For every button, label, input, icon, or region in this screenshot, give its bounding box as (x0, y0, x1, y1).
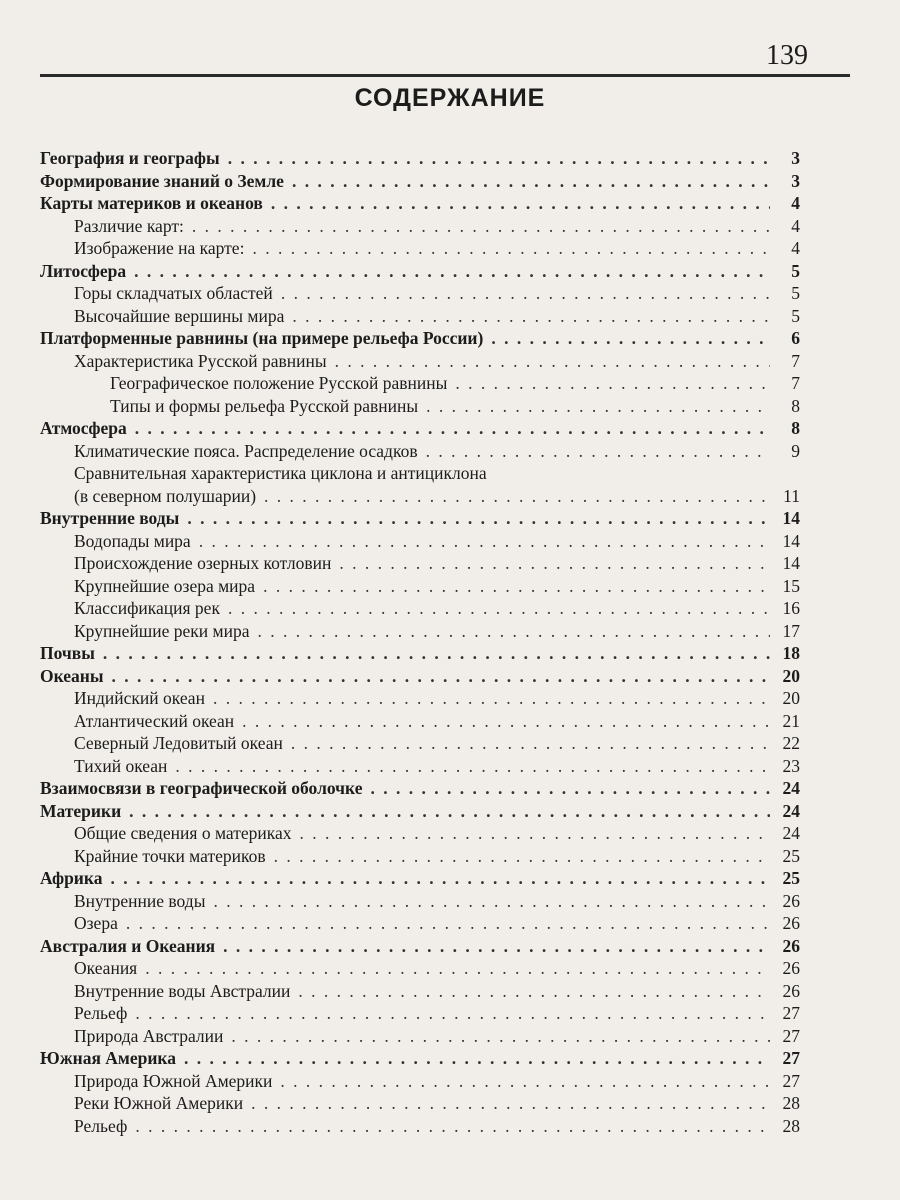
dot-leader (292, 170, 770, 193)
toc-entry-page: 8 (791, 418, 800, 438)
toc-entry-page: 5 (791, 260, 800, 281)
toc-entry-page: 24 (782, 800, 800, 821)
dot-leader (103, 642, 770, 665)
toc-entry-page: 4 (791, 238, 800, 258)
toc-entry (40, 417, 800, 440)
dot-leader (455, 372, 770, 395)
toc-entry (40, 1002, 800, 1025)
toc-entry-title: Природа Южной Америки (74, 1070, 273, 1091)
toc-entry-title: Природа Австралии (74, 1025, 224, 1046)
toc-entry-page: 26 (782, 980, 800, 1001)
toc-entry-page: 15 (782, 575, 800, 596)
toc-entry (40, 485, 800, 508)
toc-entry (40, 552, 800, 575)
toc-entry (40, 147, 800, 170)
toc-entry-title: Изображение на карте: (74, 238, 245, 258)
toc-entry (40, 935, 800, 958)
toc-entry-title: (в северном полушарии) (74, 485, 257, 506)
dot-leader (339, 552, 770, 575)
toc-entry-title: Водопады мира (74, 530, 191, 551)
dot-leader (135, 417, 770, 440)
toc-entry (40, 755, 800, 778)
toc-entry (40, 665, 800, 688)
toc-entry (40, 1025, 800, 1048)
dot-leader (426, 440, 770, 463)
toc-entry (40, 462, 800, 485)
toc-entry-title: Австралия и Океания (40, 935, 216, 956)
toc-entry-page: 27 (782, 1048, 800, 1068)
toc-entry-title: Южная Америка (40, 1048, 176, 1068)
toc-entry-page: 24 (782, 823, 800, 843)
toc-entry-title: Происхождение озерных котловин (74, 553, 332, 573)
toc-entry (40, 327, 800, 350)
toc-entry-page: 5 (791, 305, 800, 326)
toc-entry (40, 192, 800, 215)
dot-leader (126, 912, 770, 935)
toc-entry (40, 215, 800, 238)
toc-entry (40, 620, 800, 643)
dot-leader (280, 1070, 770, 1093)
dot-leader (228, 147, 770, 170)
toc-entry (40, 1092, 800, 1115)
toc-entry-title: Сравнительная характеристика циклона и антициклона (74, 463, 487, 483)
toc-entry-title: Формирование знаний о Земле (40, 170, 284, 191)
toc-entry-page: 16 (782, 598, 800, 618)
toc-entry (40, 777, 800, 800)
dot-leader (263, 575, 770, 598)
toc-entry-title: Крупнейшие реки мира (74, 620, 250, 641)
toc-entry-title: Географическое положение Русской равнины (110, 373, 448, 393)
toc-entry-title: Крупнейшие озера мира (74, 575, 256, 596)
toc-entry (40, 912, 800, 935)
toc-entry (40, 350, 800, 373)
toc-entry (40, 282, 800, 305)
toc-entry-page: 28 (782, 1093, 800, 1113)
toc-entry-title: Климатические пояса. Распределение осадков (74, 440, 418, 461)
toc-entry-page: 22 (782, 733, 800, 753)
dot-leader (491, 327, 770, 350)
toc-entry-title: Индийский океан (74, 688, 205, 708)
toc-entry-page: 14 (782, 508, 800, 528)
toc-entry-page: 26 (782, 890, 800, 911)
toc-entry (40, 597, 800, 620)
toc-entry-title: Атмосфера (40, 418, 127, 438)
toc-entry-page: 24 (782, 778, 800, 798)
toc-entry-page: 27 (782, 1025, 800, 1046)
toc-entry-title: Рельеф (74, 1115, 128, 1136)
toc-entry-page: 6 (791, 328, 800, 348)
dot-leader (134, 260, 770, 283)
toc-entry-title: Горы складчатых областей (74, 283, 273, 303)
toc-entry (40, 305, 800, 328)
toc-entry-title: Океаны (40, 665, 104, 686)
dot-leader (242, 710, 770, 733)
toc-entry-page: 7 (791, 373, 800, 393)
toc-entry-title: Тихий океан (74, 755, 168, 776)
dot-leader (175, 755, 770, 778)
toc-entry-page: 4 (791, 215, 800, 236)
toc-entry-title: Общие сведения о материках (74, 823, 292, 843)
toc-entry (40, 1047, 800, 1070)
toc-entry-page: 5 (791, 283, 800, 303)
toc-entry-title: Внутренние воды (40, 508, 180, 528)
toc-entry-title: География и географы (40, 148, 220, 168)
toc-entry (40, 687, 800, 710)
dot-leader (370, 777, 770, 800)
toc-entry (40, 372, 800, 395)
toc-entry (40, 530, 800, 553)
header-rule (40, 74, 850, 77)
dot-leader (213, 687, 770, 710)
toc-entry-page: 27 (782, 1070, 800, 1091)
toc-entry-page: 4 (791, 193, 800, 213)
dot-leader (129, 800, 770, 823)
toc-entry-page: 20 (782, 665, 800, 686)
dot-leader (192, 215, 770, 238)
toc-entry-page: 27 (782, 1003, 800, 1023)
toc-entry (40, 822, 800, 845)
dot-leader (298, 980, 770, 1003)
toc-entry (40, 1070, 800, 1093)
toc-entry-page: 20 (782, 688, 800, 708)
page-number: 139 (766, 40, 808, 71)
dot-leader (223, 935, 770, 958)
toc-entry (40, 170, 800, 193)
toc-entry-page: 26 (782, 935, 800, 956)
toc-entry-title: Внутренние воды (74, 890, 206, 911)
toc-entry-page: 18 (782, 643, 800, 663)
toc-entry (40, 710, 800, 733)
dot-leader (110, 867, 770, 890)
dot-leader (292, 305, 770, 328)
dot-leader (135, 1115, 770, 1138)
dot-leader (187, 507, 770, 530)
dot-leader (231, 1025, 770, 1048)
toc-entry (40, 395, 800, 418)
dot-leader (258, 620, 770, 643)
toc-entry-page: 9 (791, 440, 800, 461)
dot-leader (112, 665, 770, 688)
table-of-contents (40, 147, 800, 1137)
toc-entry-page: 21 (782, 710, 800, 731)
toc-entry (40, 800, 800, 823)
dot-leader (184, 1047, 770, 1070)
toc-entry-title: Высочайшие вершины мира (74, 305, 285, 326)
toc-entry-title: Взаимосвязи в географической оболочке (40, 778, 363, 798)
toc-entry-title: Реки Южной Америки (74, 1093, 244, 1113)
toc-entry-title: Озера (74, 913, 118, 933)
toc-entry-title: Африка (40, 868, 103, 888)
dot-leader (264, 485, 770, 508)
toc-entry-page: 8 (791, 395, 800, 416)
dot-leader (426, 395, 770, 418)
toc-entry (40, 1115, 800, 1138)
toc-entry-title: Карты материков и океанов (40, 193, 263, 213)
toc-entry-title: Платформенные равнины (на примере рельефа России) (40, 328, 484, 348)
toc-entry (40, 867, 800, 890)
toc-entry-page: 11 (783, 485, 800, 506)
toc-entry-title: Рельеф (74, 1003, 128, 1023)
toc-entry-title: Внутренние воды Австралии (74, 980, 291, 1001)
dot-leader (281, 282, 770, 305)
toc-entry-page: 14 (782, 530, 800, 551)
toc-entry (40, 642, 800, 665)
page-title: СОДЕРЖАНИЕ (354, 84, 546, 112)
toc-entry-title: Крайние точки материков (74, 845, 266, 866)
dot-leader (300, 822, 771, 845)
toc-entry-page: 23 (782, 755, 800, 776)
toc-entry (40, 440, 800, 463)
toc-entry-page: 28 (782, 1115, 800, 1136)
dot-leader (335, 350, 770, 373)
toc-entry-title: Типы и формы рельефа Русской равнины (110, 395, 419, 416)
dot-leader (291, 732, 770, 755)
toc-entry-title: Характеристика Русской равнины (74, 350, 327, 371)
dot-leader (213, 890, 770, 913)
toc-entry-title: Материки (40, 800, 122, 821)
toc-entry (40, 237, 800, 260)
toc-entry (40, 507, 800, 530)
toc-entry (40, 575, 800, 598)
toc-entry-page: 7 (791, 350, 800, 371)
toc-entry-page: 17 (782, 620, 800, 641)
toc-entry-title: Почвы (40, 643, 95, 663)
toc-entry (40, 980, 800, 1003)
dot-leader (199, 530, 770, 553)
toc-entry (40, 732, 800, 755)
toc-entry-page: 3 (791, 148, 800, 168)
dot-leader (274, 845, 770, 868)
toc-entry-page: 3 (791, 170, 800, 191)
toc-entry-title: Литосфера (40, 260, 127, 281)
toc-entry (40, 957, 800, 980)
dot-leader (145, 957, 770, 980)
toc-entry-title: Различие карт: (74, 215, 184, 236)
toc-entry-title: Северный Ледовитый океан (74, 733, 283, 753)
toc-entry-page: 14 (782, 553, 800, 573)
dot-leader (135, 1002, 770, 1025)
dot-leader (251, 1092, 770, 1115)
dot-leader (228, 597, 770, 620)
toc-entry-title: Океания (74, 958, 138, 978)
toc-entry-title: Классификация рек (74, 598, 220, 618)
toc-entry-page: 25 (782, 845, 800, 866)
dot-leader (252, 237, 770, 260)
dot-leader (271, 192, 770, 215)
toc-entry-title: Атлантический океан (74, 710, 235, 731)
toc-entry (40, 890, 800, 913)
toc-entry (40, 845, 800, 868)
toc-entry-page: 26 (782, 913, 800, 933)
toc-entry-page: 25 (782, 868, 800, 888)
toc-entry-page: 26 (782, 958, 800, 978)
toc-entry (40, 260, 800, 283)
